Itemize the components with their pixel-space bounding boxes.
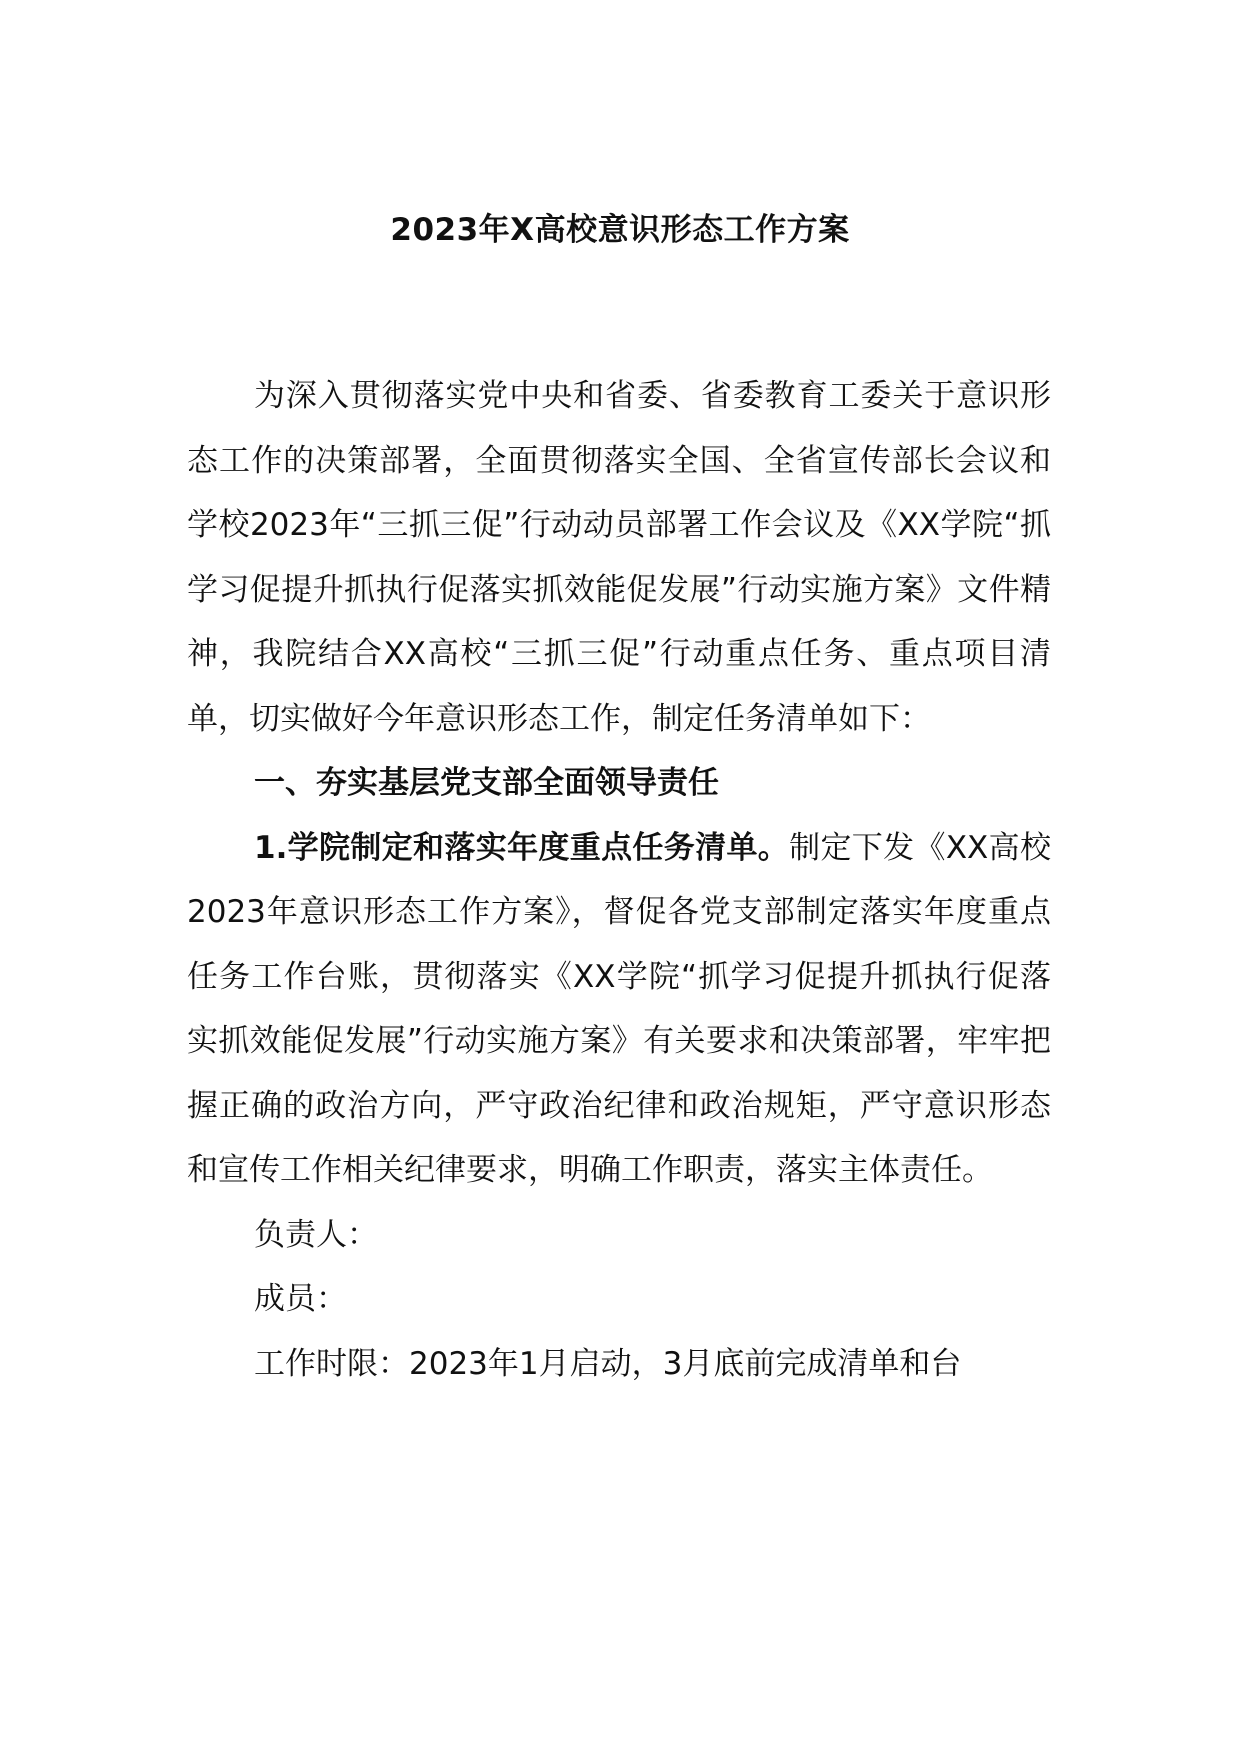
item-1-lead: 1.学院制定和落实年度重点任务清单。 bbox=[254, 829, 790, 866]
item-1-body: 制定下发《XX高校2023年意识形态工作方案》，督促各党支部制定落实年度重点任务工作台账，贯彻落实《XX学院“抓学习促提升抓执行促落实抓效能促发展”行动实施方案》有关要求和决策部署，牢牢把握正确的政治方向，严守政治纪律和政治规矩，严守意识形态和宣传工作相关纪律要求，明确工作职责，落实主体责任。 bbox=[187, 829, 1051, 1188]
timeline-line: 工作时限：2023年1月启动，3月底前完成清单和台 bbox=[254, 1345, 962, 1382]
responsible-person-label: 负责人： bbox=[254, 1216, 378, 1253]
document-title: 2023年X高校意识形态工作方案 bbox=[390, 212, 850, 248]
document-body bbox=[187, 364, 1051, 1396]
item-1-paragraph bbox=[187, 816, 1051, 1203]
section-1-heading: 一、夯实基层党支部全面领导责任 bbox=[254, 765, 719, 801]
intro-paragraph: 为深入贯彻落实党中央和省委、省委教育工委关于意识形态工作的决策部署，全面贯彻落实全国、全省宣传部长会议和学校2023年“三抓三促”行动动员部署工作会议及《XX学院“抓学习促提升抓执行促落实抓效能促发展”行动实施方案》文件精神，我院结合XX高校“三抓三促”行动重点任务、重点项目清单，切实做好今年意识形态工作，制定任务清单如下： bbox=[187, 378, 1051, 737]
members-label: 成员： bbox=[254, 1281, 347, 1317]
